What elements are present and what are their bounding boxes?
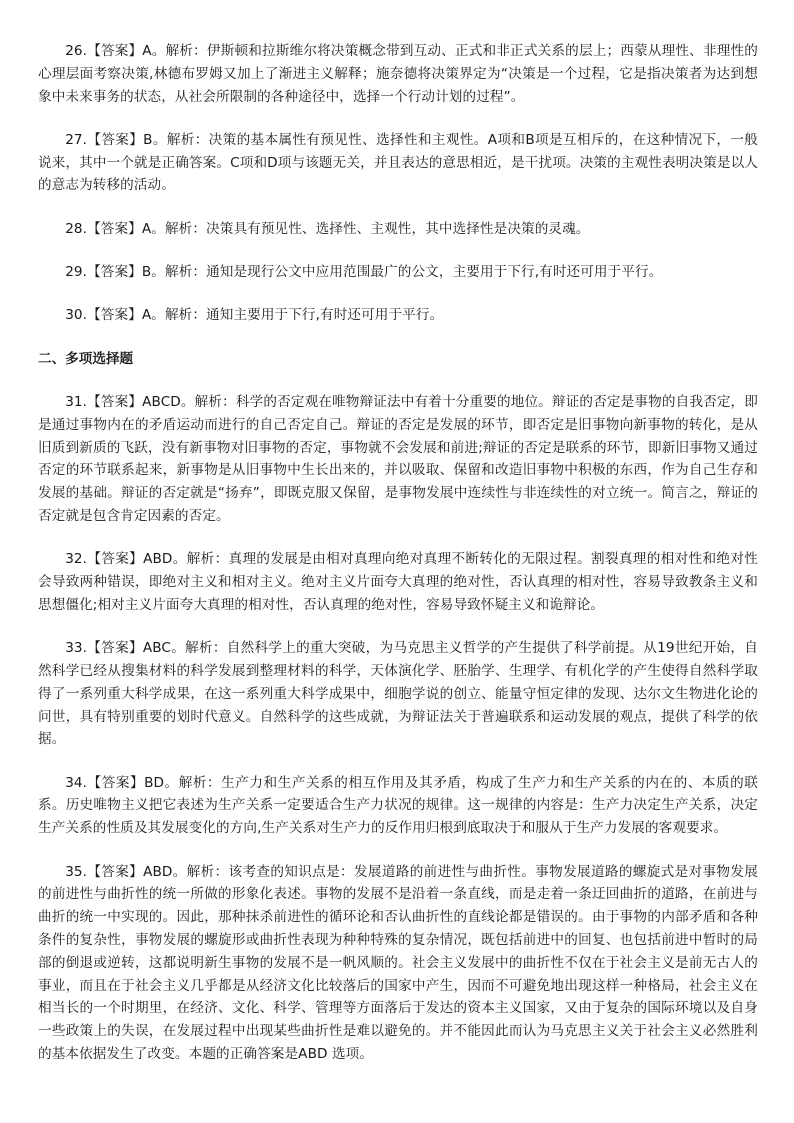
section-heading: 二、多项选择题	[38, 350, 134, 367]
answer-item-29: 29.【答案】B。解析：通知是现行公文中应用范围最广的公文，主要用于下行,有时还可用于平行。	[65, 264, 663, 281]
answer-item-32: 32.【答案】ABD。解析：真理的发展是由相对真理向绝对真理不断转化的无限过程。割裂真理的相对性和绝对性会导致两种错误，即绝对主义和相对主义。绝对主义片面夸大真理的绝对性，否认真理的相对性，容易导致教条主义和思想僵化;相对主义片面夸大真理的相对性，否认真理的绝对性，容易导致怀疑主义和诡辩论。	[38, 551, 758, 613]
answer-item-34: 34.【答案】BD。解析：生产力和生产关系的相互作用及其矛盾，构成了生产力和生产关系的内在的、本质的联系。历史唯物主义把它表述为生产关系一定要适合生产力状况的规律。这一规律的内容是：生产力决定生产关系，决定生产关系的性质及其发展变化的方向,生产关系对生产力的反作用归根到底取决于和服从于生产力发展的客观要求。	[38, 774, 758, 837]
answer-page	[38, 40, 758, 1066]
answer-item-27: 27.【答案】B。解析：决策的基本属性有预见性、选择性和主观性。A项和B项是互相斥的，在这种情况下，一般说来，其中一个就是正确答案。C项和D项与该题无关，并且表达的意思相近，是干扰项。决策的主观性表明决策是以人的意志为转移的活动。	[38, 131, 758, 194]
answer-item-33: 33.【答案】ABC。解析：自然科学上的重大突破，为马克思主义哲学的产生提供了科学前提。从19世纪开始，自然科学已经从搜集材料的科学发展到整理材料的科学，天体演化学、胚胎学、生理学、有机化学的产生使得自然科学取得了一系列重大科学成果，在这一系列重大科学成果中，细胞学说的创立、能量守恒定律的发现、达尔文生物进化论的问世，具有特别重要的划时代意义。自然科学的这些成就，为辩证法关于普遍联系和运动发展的观点，提供了科学的依据。	[38, 640, 758, 748]
answer-item-28: 28.【答案】A。解析：决策具有预见性、选择性、主观性，其中选择性是决策的灵魂。	[65, 220, 590, 237]
answer-item-31: 31.【答案】ABCD。解析：科学的否定观在唯物辩证法中有着十分重要的地位。辩证的否定是事物的自我否定，即是通过事物内在的矛盾运动而进行的自己否定自己。辩证的否定是发展的环节，即否定是旧事物向新事物的转化，是从旧质到新质的飞跃，没有新事物对旧事物的否定，事物就不会发展和前进;辩证的否定是联系的环节，即新旧事物又通过否定的环节联系起来，新事物是从旧事物中生长出来的，并以吸取、保留和改造旧事物中积极的东西，作为自己生存和发展的基础。辩证的否定就是“扬弃”，即既克服又保留，是事物发展中连续性与非连续性的对立统一。简言之，辩证的否定就是包含肯定因素的否定。	[38, 393, 758, 524]
answer-item-26: 26.【答案】A。解析：伊斯顿和拉斯维尔将决策概念带到互动、正式和非正式关系的层上；西蒙从理性、非理性的心理层面考察决策,林德布罗姆又加上了渐进主义解释；施奈德将决策界定为“决策是一个过程，它是指决策者为达到想象中未来事务的状态，从社会所限制的各种途径中，选择一个行动计划的过程”。	[38, 43, 758, 105]
answer-item-35: 35.【答案】ABD。解析：该考查的知识点是：发展道路的前进性与曲折性。事物发展道路的螺旋式是对事物发展的前进性与曲折性的统一所做的形象化表述。事物的发展不是沿着一条直线，而是走着一条迂回曲折的道路，在前进与曲折的统一中实现的。因此，那种抹杀前进性的循环论和否认曲折性的直线论都是错误的。由于事物的内部矛盾和各种条件的复杂性，事物发展的螺旋形或曲折性表现为种种特殊的复杂情况，既包括前进中的回复、也包括前进中暂时的局部的倒退或逆转，这都说明新生事物的发展不是一帆风顺的。社会主义发展中的曲折性不仅在于社会主义是前无古人的事业，而且在于社会主义几乎都是从经济文化比较落后的国家中产生，因而不可避免地出现这样一种格局，社会主义在相当长的一个时期里，在经济、文化、科学、管理等方面落后于发达的资本主义国家，又由于复杂的国际环境以及自身一些政策上的失误，在发展过程中出现某些曲折性是难以避免的。并不能因此而认为马克思主义关于社会主义必然胜利的基本依据发生了改变。本题的正确答案是ABD 选项。	[38, 863, 758, 1062]
answer-item-30: 30.【答案】A。解析：通知主要用于下行,有时还可用于平行。	[65, 307, 444, 324]
